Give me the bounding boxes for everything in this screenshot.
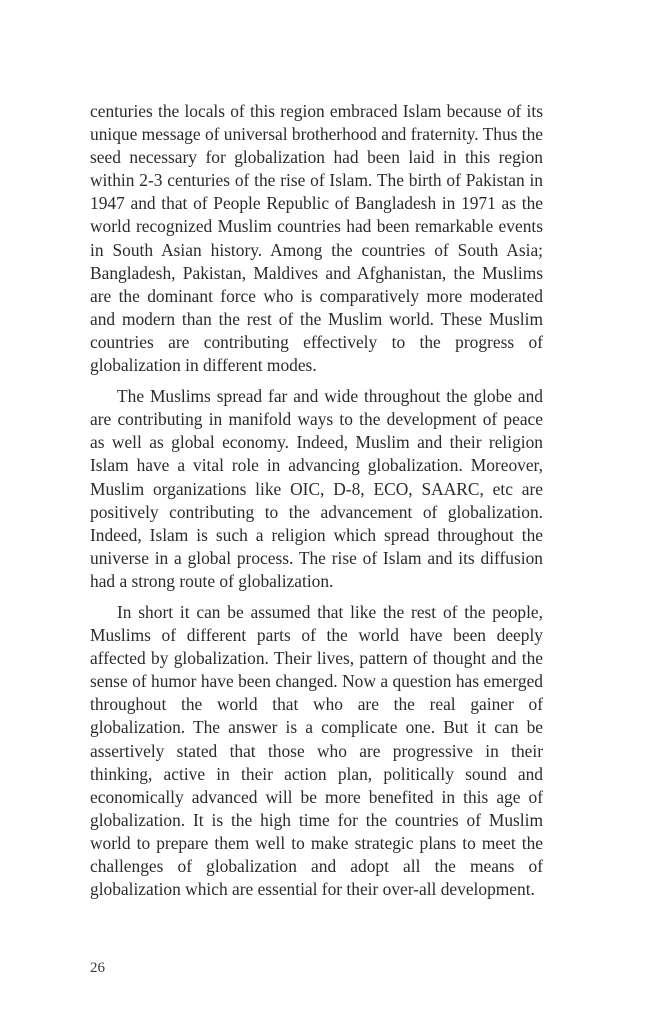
- page-number: 26: [90, 960, 105, 976]
- body-text: [90, 100, 543, 901]
- paragraph-muslims-spread: The Muslims spread far and wide throughout the globe and are contributing in manifold ways to the development of peace as well as global economy. Indeed, Muslim and their religion Islam have a vital role in advancing globalization. Moreover, Muslim organizations like OIC, D-8, ECO, SAARC, etc are positively contributing to the advancement of globalization. Indeed, Islam is such a religion which spread throughout the universe in a global process. The rise of Islam and its diffusion had a strong route of globalization.: [90, 386, 543, 591]
- paragraph-continued: centuries the locals of this region embraced Islam because of its unique message of universal brotherhood and fraternity. Thus the seed necessary for globalization had been laid in this region within 2-3 centuries of the rise of Islam. The birth of Pakistan in 1947 and that of People Republic of Bangladesh in 1971 as the world recognized Muslim countries had been remarkable events in South Asian history. Among the countries of South Asia; Bangladesh, Pakistan, Maldives and Afghanistan, the Muslims are the dominant force who is comparatively more moderated and modern than the rest of the Muslim world. These Muslim countries are contributing effectively to the progress of globalization in different modes.: [90, 101, 543, 376]
- paragraph-in-short: In short it can be assumed that like the rest of the people, Muslims of different parts of the world have been deeply affected by globalization. Their lives, pattern of thought and the sense of humor have been changed. Now a question has emerged throughout the world that who are the real gainer of globalization. The answer is a complicate one. But it can be assertively stated that those who are progressive in their thinking, active in their action plan, politically sound and economically advanced will be more benefited in this age of globalization. It is the high time for the countries of Muslim world to prepare them well to make strategic plans to meet the challenges of globalization and adopt all the means of globalization which are essential for their over-all development.: [90, 601, 543, 900]
